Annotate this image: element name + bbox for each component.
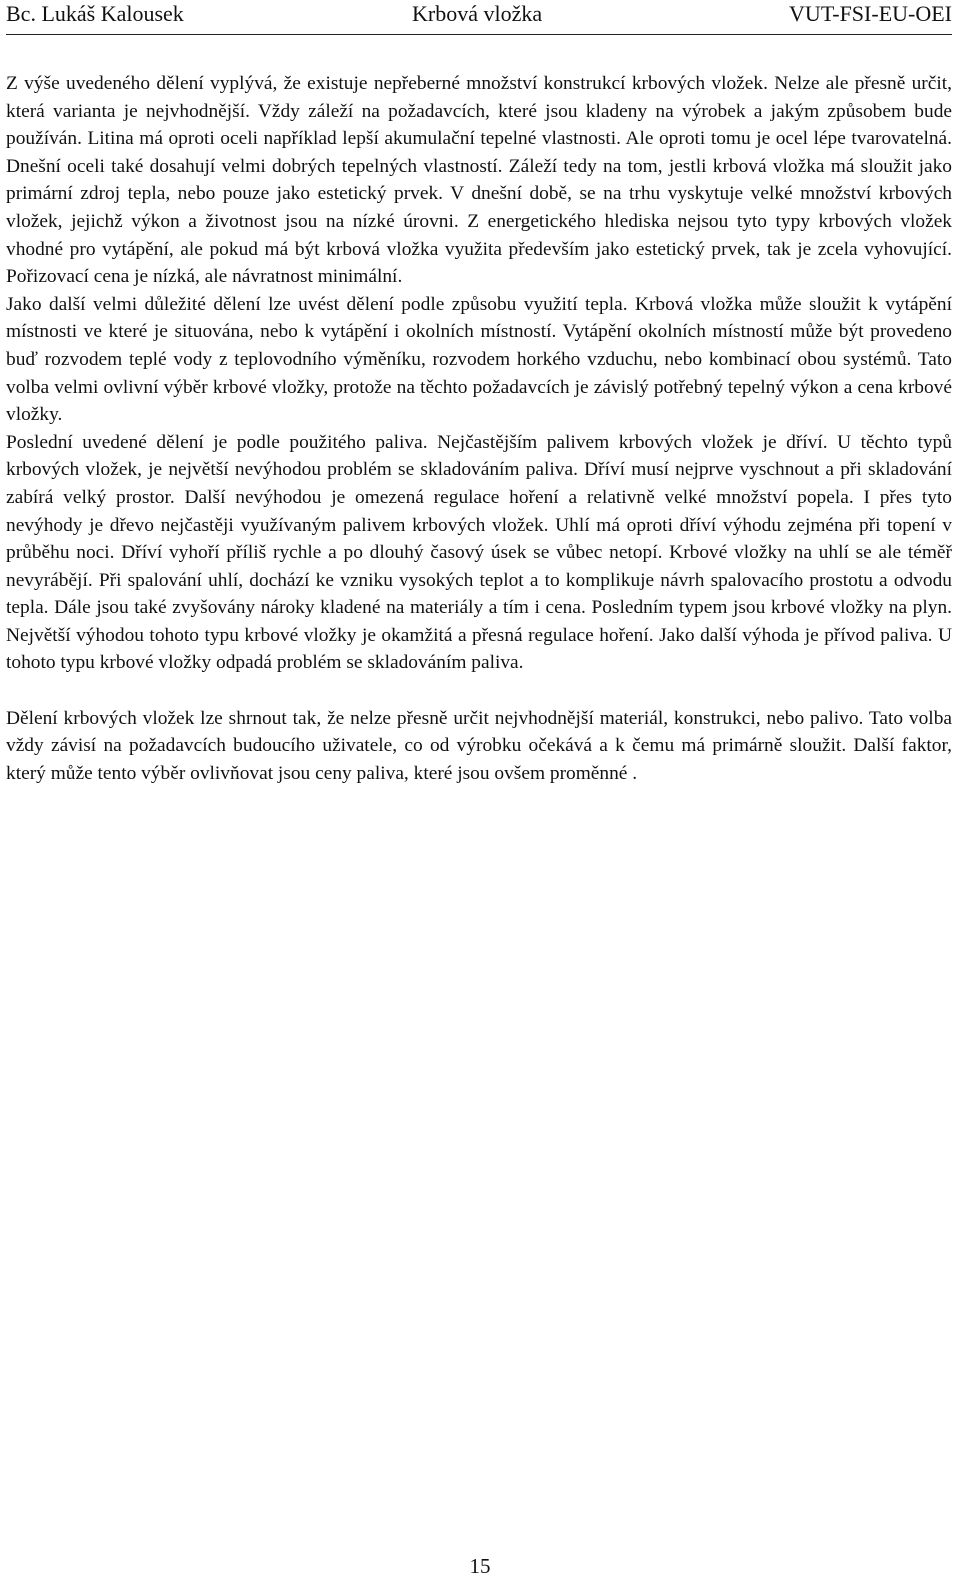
header-author: Bc. Lukáš Kalousek [6,1,184,26]
document-body [6,70,952,787]
paragraph-3: Poslední uvedené dělení je podle použitého paliva. Nejčastějším palivem krbových vložek je dříví. U těchto typů krbových vložek, je největší nevýhodou problém se skladováním paliva. Dříví musí nejprve vyschnout a při skladování zabírá velký prostor. Další nevýhodou je omezená regulace hoření a relativně velké množství popela. I přes tyto nevýhody je dřevo nejčastěji využívaným palivem krbových vložek. Uhlí má oproti dříví výhodu zejména při topení v průběhu noci. Dříví vyhoří příliš rychle a po dlouhý časový úsek se vůbec netopí. Krbové vložky na uhlí se ale téměř nevyrábějí. Při spalování uhlí, dochází ke vzniku vysokých teplot a to komplikuje návrh spalovacího prostotu a odvodu tepla. Dále jsou také zvyšovány nároky kladené na materiály a tím i cena. Posledním typem jsou krbové vložky na plyn. Největší výhodou tohoto typu krbové vložky je okamžitá a přesná regulace hoření. Jako další výhoda je přívod paliva. U tohoto typu krbové vložky odpadá problém se skladováním paliva. [6,431,952,674]
page-number: 15 [469,1554,491,1578]
paragraph-2: Jako další velmi důležité dělení lze uvést dělení podle způsobu využití tepla. Krbová vložka může sloužit k vytápění místnosti ve které je situována, nebo k vytápění i okolních místností. Vytápění okolních místností může být provedeno buď rozvodem teplé vody z teplovodního výměníku, rozvodem horkého vzduchu, nebo kombinací obou systémů. Tato volba velmi ovlivní výběr krbové vložky, protože na těchto požadavcích je závislý potřebný tepelný výkon a cena krbové vložky. [6,293,952,426]
paragraph-1: Z výše uvedeného dělení vyplývá, že existuje nepřeberné množství konstrukcí krbových vložek. Nelze ale přesně určit, která varianta je nejvhodnější. Vždy záleží na požadavcích, které jsou kladeny na výrobek a jakým způsobem bude používán. Litina má oproti oceli například lepší akumulační tepelné vlastnosti. Ale oproti tomu je ocel lépe tvarovatelná. Dnešní oceli také dosahují velmi dobrých tepelných vlastností. Záleží tedy na tom, jestli krbová vložka má sloužit jako primární zdroj tepla, nebo pouze jako estetický prvek. V dnešní době, se na trhu vyskytuje velké množství krbových vložek, jejichž výkon a životnost jsou na nízké úrovni. Z energetického hlediska nejsou tyto typy krbových vložek vhodné pro vytápění, ale pokud má být krbová vložka využita především jako estetický prvek, tak je zcela vyhovující. Pořizovací cena je nízká, ale návratnost minimální. [6,73,952,288]
paragraph-4: Dělení krbových vložek lze shrnout tak, že nelze přesně určit nejvhodnější materiál, konstrukci, nebo palivo. Tato volba vždy závisí na požadavcích budoucího uživatele, co od výrobku očekává a k čemu má primárně sloužit. Další faktor, který může tento výběr ovlivňovat jsou ceny paliva, které jsou ovšem proměnné . [6,707,952,784]
header-title: Krbová vložka [412,1,543,26]
page-header [6,0,952,35]
header-institution: VUT-FSI-EU-OEI [789,1,952,26]
